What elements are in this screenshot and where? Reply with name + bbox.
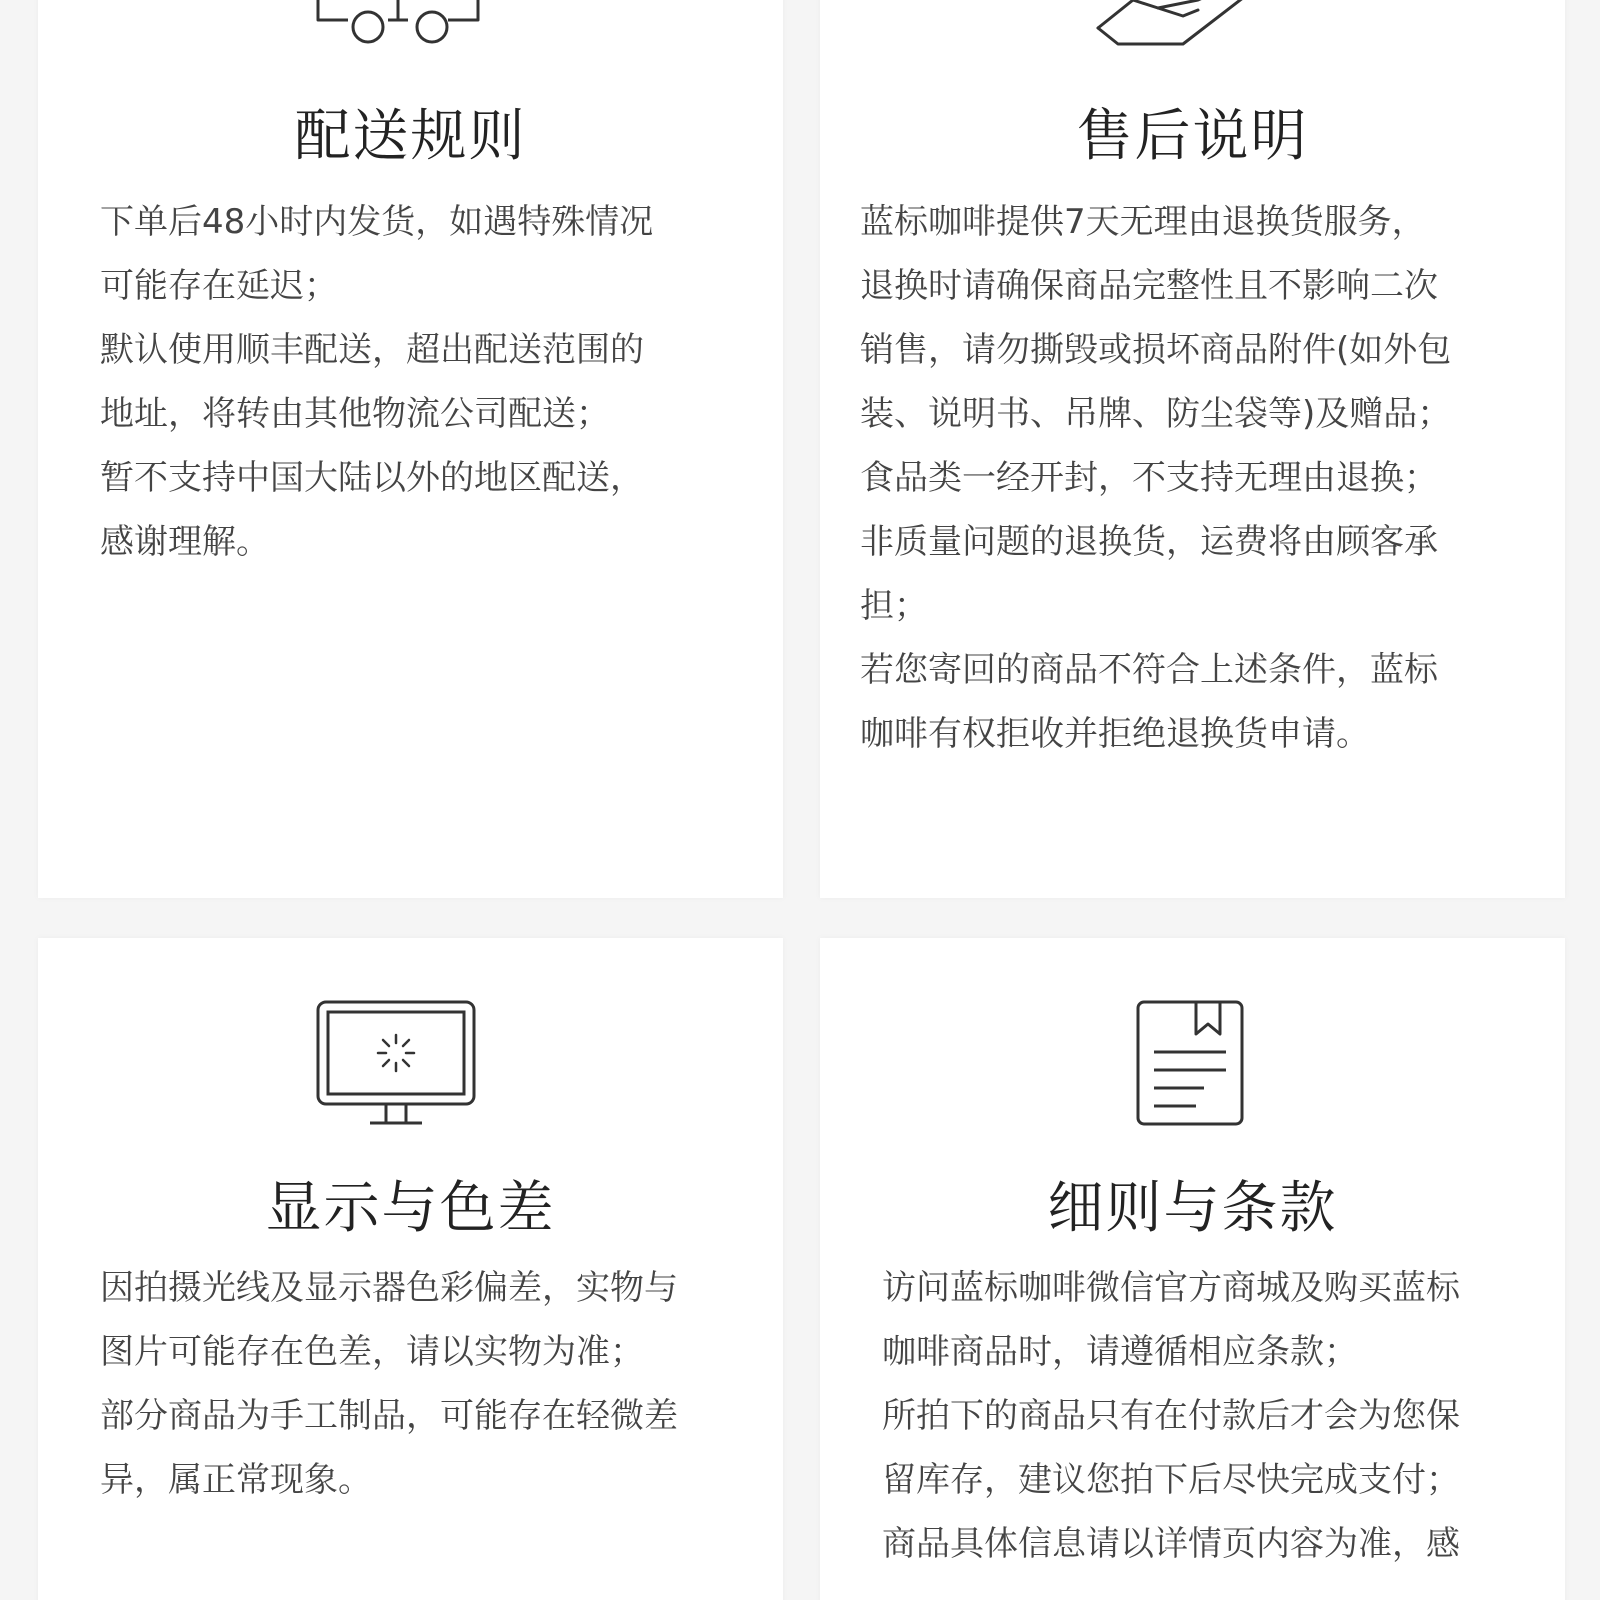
text-line: 销售，请勿撕毁或损坏商品附件(如外包 [860, 330, 1452, 370]
terms-text [882, 1256, 1512, 1576]
text-line: 访问蓝标咖啡微信官方商城及购买蓝标 [882, 1268, 1460, 1308]
display-color-title: 显示与色差 [265, 1176, 556, 1241]
monitor-icon [314, 998, 478, 1128]
text-line: 食品类一经开封，不支持无理由退换； [860, 458, 1438, 498]
delivery-rules-title: 配送规则 [294, 104, 527, 169]
after-sales-text [860, 190, 1510, 766]
display-color-text [100, 1256, 750, 1512]
text-line: 默认使用顺丰配送，超出配送范围的 [100, 330, 644, 370]
terms-card [820, 938, 1565, 1600]
text-line: 商品具体信息请以详情页内容为准，感 [882, 1524, 1460, 1564]
text-line: 咖啡有权拒收并拒绝退换货申请。 [860, 714, 1370, 754]
text-line: 地址，将转由其他物流公司配送； [100, 394, 610, 434]
text-line: 异，属正常现象。 [100, 1460, 372, 1500]
truck-icon [308, 0, 488, 50]
display-color-card [38, 938, 783, 1600]
text-line: 若您寄回的商品不符合上述条件，蓝标 [860, 650, 1438, 690]
text-line: 图片可能存在色差，请以实物为准； [100, 1332, 644, 1372]
terms-title: 细则与条款 [1047, 1176, 1338, 1241]
text-line: 感谢理解。 [100, 522, 270, 562]
text-line: 部分商品为手工制品，可能存在轻微差 [100, 1396, 678, 1436]
after-sales-title: 售后说明 [1076, 104, 1309, 169]
text-line: 非质量问题的退换货，运费将由顾客承 [860, 522, 1438, 562]
delivery-rules-text [100, 190, 730, 574]
after-sales-card [820, 0, 1565, 898]
delivery-rules-card [38, 0, 783, 898]
text-line: 退换时请确保商品完整性且不影响二次 [860, 266, 1438, 306]
text-line: 蓝标咖啡提供7天无理由退换货服务， [860, 202, 1426, 242]
text-line: 担； [860, 586, 928, 626]
text-line: 装、说明书、吊牌、防尘袋等)及赠品； [860, 394, 1452, 434]
text-line: 可能存在延迟； [100, 266, 338, 306]
text-line: 留库存，建议您拍下后尽快完成支付； [882, 1460, 1460, 1500]
document-bookmark-icon [1134, 998, 1246, 1128]
hand-icon [1078, 0, 1278, 52]
text-line: 所拍下的商品只有在付款后才会为您保 [882, 1396, 1460, 1436]
text-line: 暂不支持中国大陆以外的地区配送， [100, 458, 644, 498]
text-line: 因拍摄光线及显示器色彩偏差，实物与 [100, 1268, 678, 1308]
text-line: 咖啡商品时，请遵循相应条款； [882, 1332, 1358, 1372]
text-line: 下单后48小时内发货，如遇特殊情况 [100, 202, 654, 242]
